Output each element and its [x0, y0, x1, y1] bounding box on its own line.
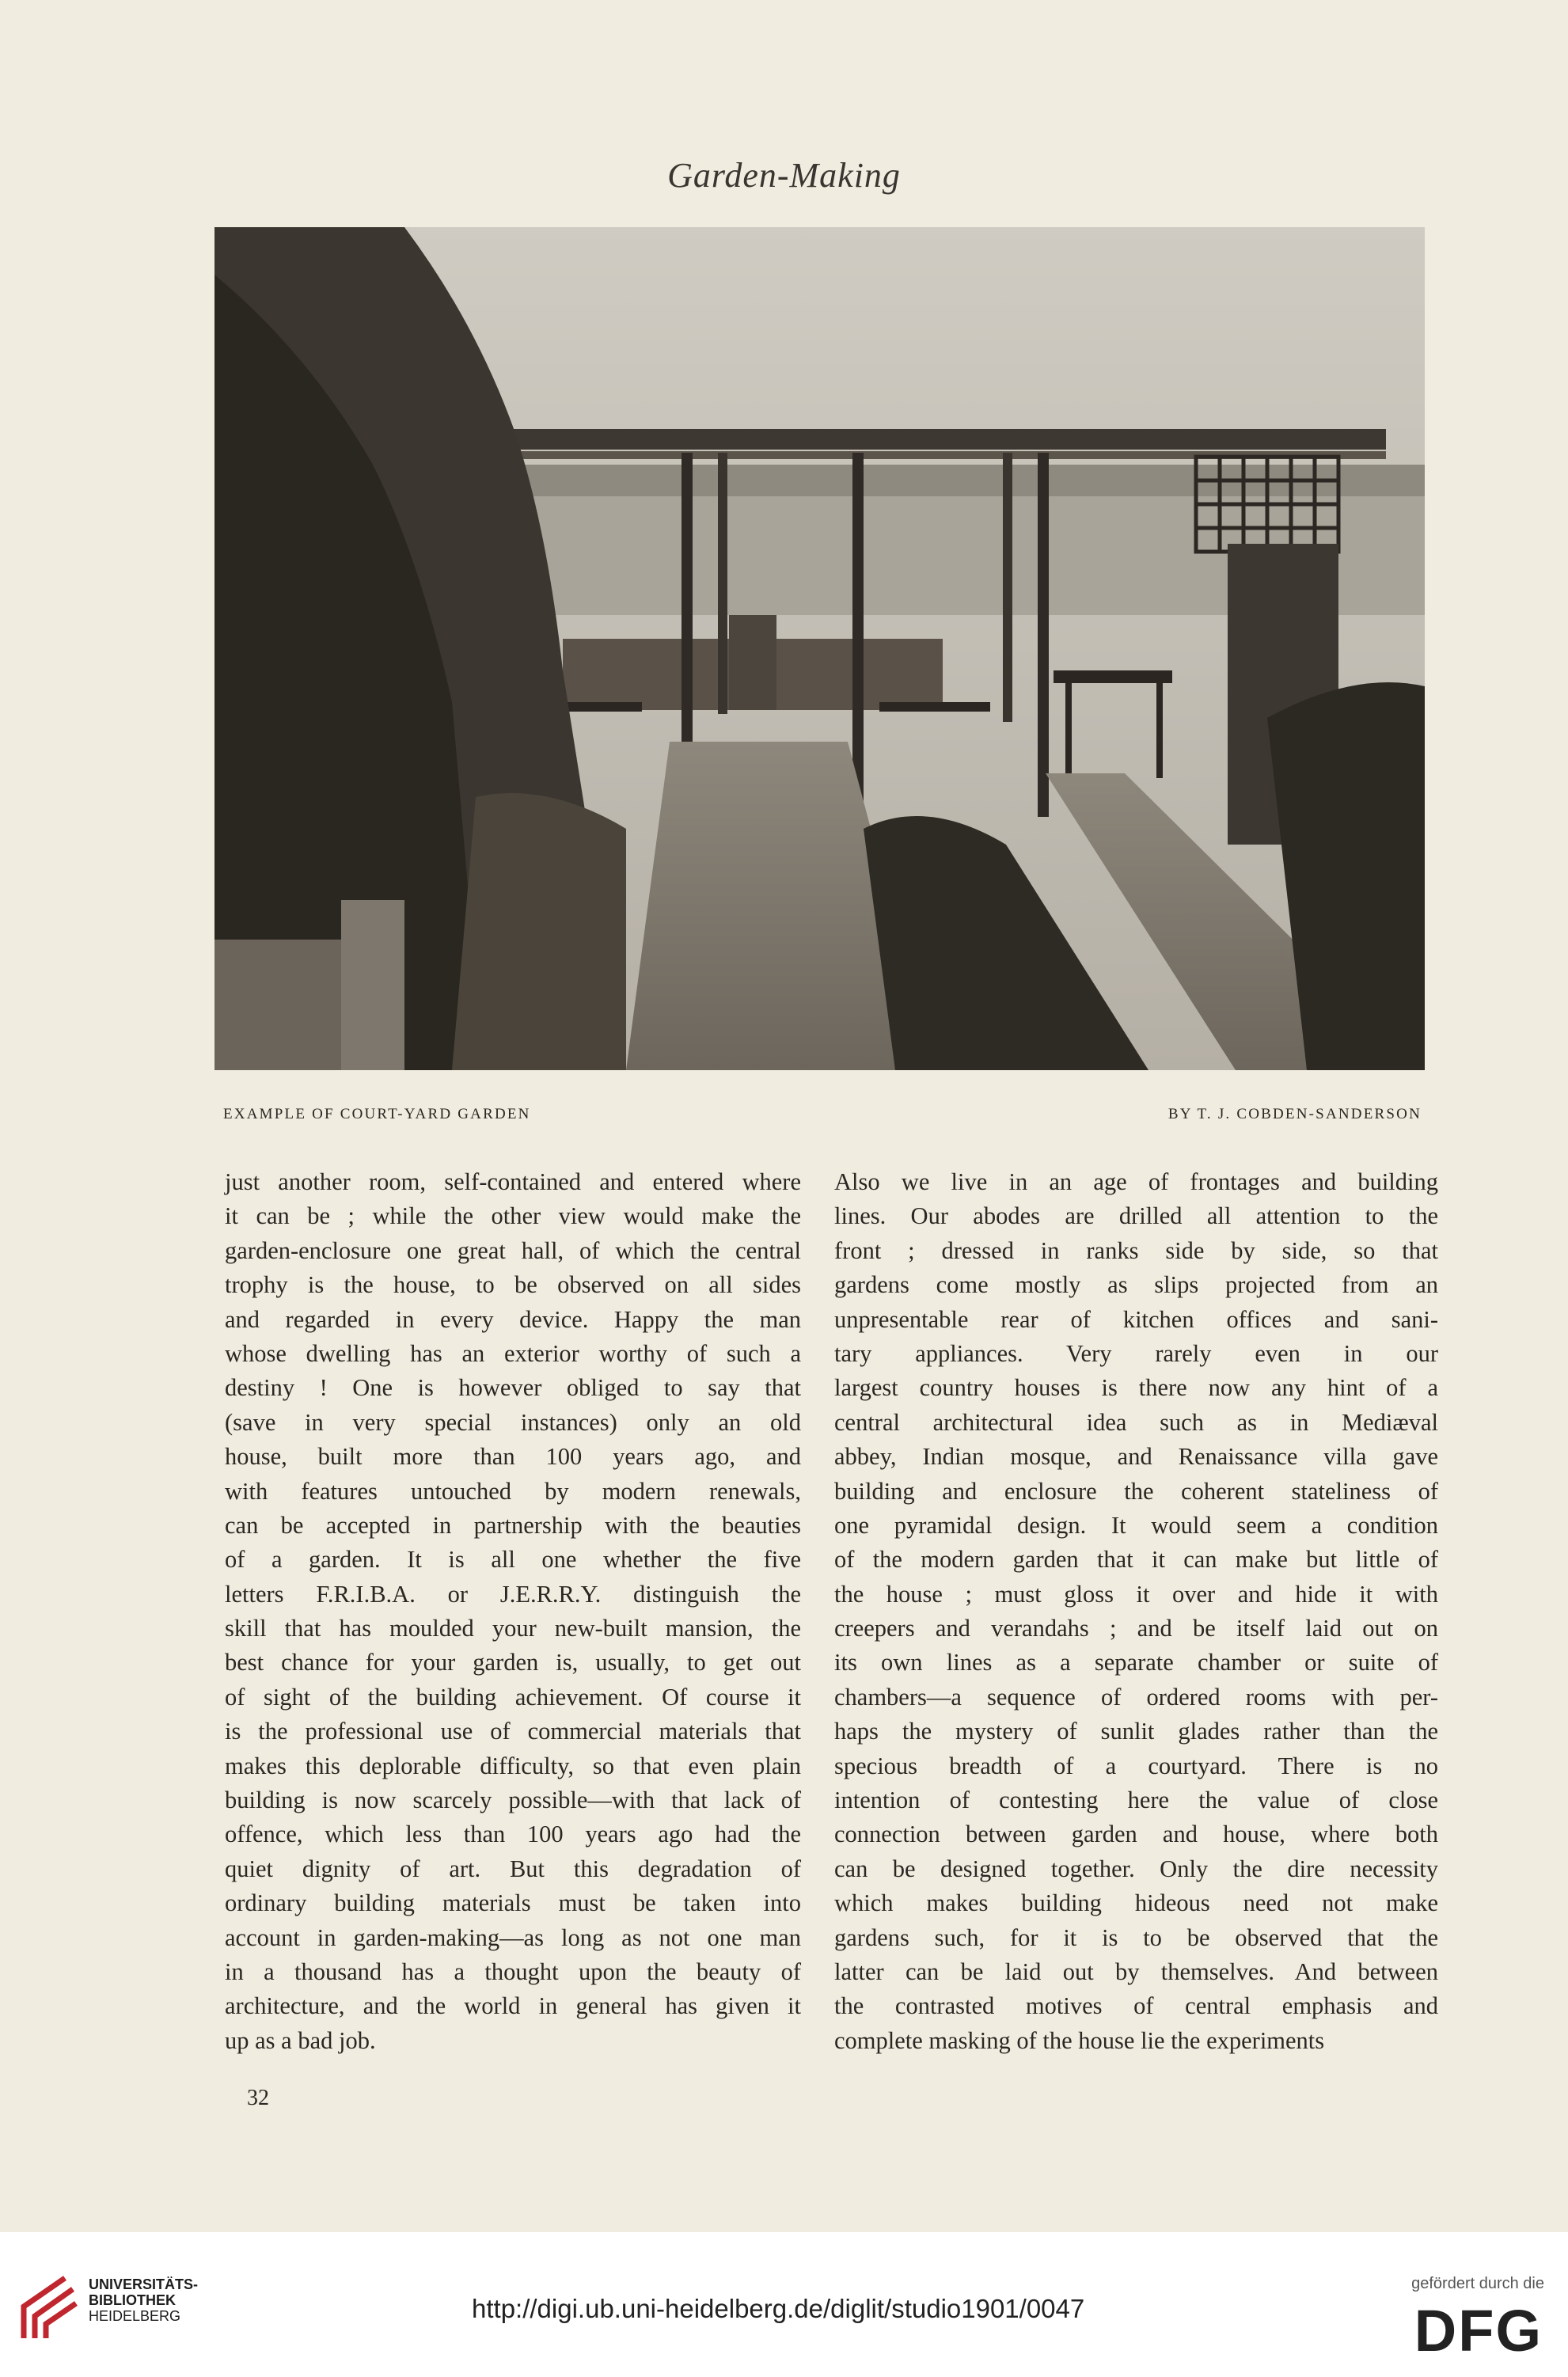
- text-line: haps the mystery of sunlit glades rather than the: [834, 1718, 1438, 1745]
- text-line: letters F.R.I.B.A. or J.E.R.R.Y. distinguish the: [225, 1580, 801, 1608]
- text-line: the house ; must gloss it over and hide it with: [834, 1580, 1438, 1608]
- text-line: chambers—a sequence of ordered rooms with per-: [834, 1683, 1438, 1711]
- text-line: unpresentable rear of kitchen offices and sani-: [834, 1305, 1438, 1333]
- text-line: destiny ! One is however obliged to say that: [225, 1374, 801, 1402]
- text-line: lines. Our abodes are drilled all attention to the: [834, 1202, 1438, 1230]
- text-line: creepers and verandahs ; and be itself laid out on: [834, 1615, 1438, 1642]
- library-name: [89, 2276, 198, 2324]
- text-line: skill that has moulded your new-built mansion, the: [225, 1615, 801, 1642]
- text-line: largest country houses is there now any hint of a: [834, 1374, 1438, 1402]
- text-line: complete masking of the house lie the experiments: [834, 2026, 1325, 2054]
- text-line: central architectural idea such as in Mediæval: [834, 1408, 1438, 1436]
- text-line: account in garden-making—as long as not one man: [225, 1923, 801, 1951]
- text-line: gardens come mostly as slips projected from an: [834, 1271, 1438, 1299]
- photo-caption-title: EXAMPLE OF COURT-YARD GARDEN: [223, 1106, 531, 1122]
- text-line: tary appliances. Very rarely even in our: [834, 1339, 1438, 1367]
- text-line: connection between garden and house, where both: [834, 1821, 1438, 1848]
- left-text-column: [225, 1165, 801, 2058]
- text-line: building and enclosure the coherent stateliness of: [834, 1477, 1438, 1505]
- text-line: offence, which less than 100 years ago had the: [225, 1821, 801, 1848]
- text-line: house, built more than 100 years ago, and: [225, 1443, 801, 1471]
- text-line: front ; dressed in ranks side by side, so that: [834, 1236, 1438, 1264]
- text-line: quiet dignity of art. But this degradation of: [225, 1855, 801, 1882]
- text-line: just another room, self-contained and entered where: [225, 1168, 801, 1195]
- text-line: gardens such, for it is to be observed that the: [834, 1923, 1438, 1951]
- text-line: can be accepted in partnership with the beauties: [225, 1511, 801, 1539]
- text-line: latter can be laid out by themselves. And between: [834, 1957, 1438, 1985]
- text-line: it can be ; while the other view would make the: [225, 1202, 801, 1230]
- text-line: Also we live in an age of frontages and building: [834, 1168, 1438, 1195]
- text-line: architecture, and the world in general has given it: [225, 1992, 801, 2020]
- text-line: trophy is the house, to be observed on all sides: [225, 1271, 801, 1299]
- text-line: can be designed together. Only the dire necessity: [834, 1855, 1438, 1882]
- text-line: best chance for your garden is, usually, to get out: [225, 1649, 801, 1676]
- university-library-logo-icon: [17, 2272, 81, 2347]
- garden-photograph: [215, 227, 1425, 1070]
- library-name-line2: BIBLIOTHEK: [89, 2292, 176, 2308]
- text-line: its own lines as a separate chamber or suite of: [834, 1649, 1438, 1676]
- text-line: of the modern garden that it can make but little of: [834, 1546, 1438, 1574]
- text-line: of a garden. It is all one whether the five: [225, 1546, 801, 1574]
- text-line: is the professional use of commercial materials that: [225, 1718, 801, 1745]
- text-line: garden-enclosure one great hall, of which the central: [225, 1236, 801, 1264]
- text-line: specious breadth of a courtyard. There is no: [834, 1752, 1438, 1779]
- text-line: whose dwelling has an exterior worthy of such a: [225, 1339, 801, 1367]
- permalink-url[interactable]: http://digi.ub.uni-heidelberg.de/diglit/studio1901/0047: [472, 2294, 1085, 2323]
- photo-caption-credit: BY T. J. COBDEN-SANDERSON: [1167, 1106, 1422, 1122]
- digitization-footer: [0, 2232, 1568, 2377]
- library-name-line3: HEIDELBERG: [89, 2308, 181, 2324]
- text-line: which makes building hideous need not make: [834, 1889, 1438, 1917]
- text-line: makes this deplorable difficulty, so that even plain: [225, 1752, 801, 1779]
- page-number: 32: [247, 2086, 269, 2110]
- running-head: Garden-Making: [667, 156, 901, 195]
- text-line: abbey, Indian mosque, and Renaissance villa gave: [834, 1443, 1438, 1471]
- funding-note: gefördert durch die: [1411, 2275, 1544, 2292]
- text-line: the contrasted motives of central emphasis and: [834, 1992, 1438, 2020]
- text-line: and regarded in every device. Happy the man: [225, 1305, 801, 1333]
- text-line: ordinary building materials must be taken into: [225, 1889, 801, 1917]
- text-line: (save in very special instances) only an old: [225, 1408, 801, 1436]
- text-line: with features untouched by modern renewals,: [225, 1477, 801, 1505]
- text-line: one pyramidal design. It would seem a condition: [834, 1511, 1438, 1539]
- text-line: intention of contesting here the value of close: [834, 1787, 1438, 1814]
- right-text-column: [834, 1165, 1438, 2058]
- text-line: of sight of the building achievement. Of course it: [225, 1683, 801, 1711]
- dfg-logo: DFG: [1414, 2298, 1543, 2364]
- text-line: up as a bad job.: [225, 2026, 376, 2054]
- library-name-line1: UNIVERSITÄTS-: [89, 2276, 199, 2292]
- text-line: building is now scarcely possible—with that lack of: [225, 1787, 801, 1814]
- text-line: in a thousand has a thought upon the beauty of: [225, 1957, 801, 1985]
